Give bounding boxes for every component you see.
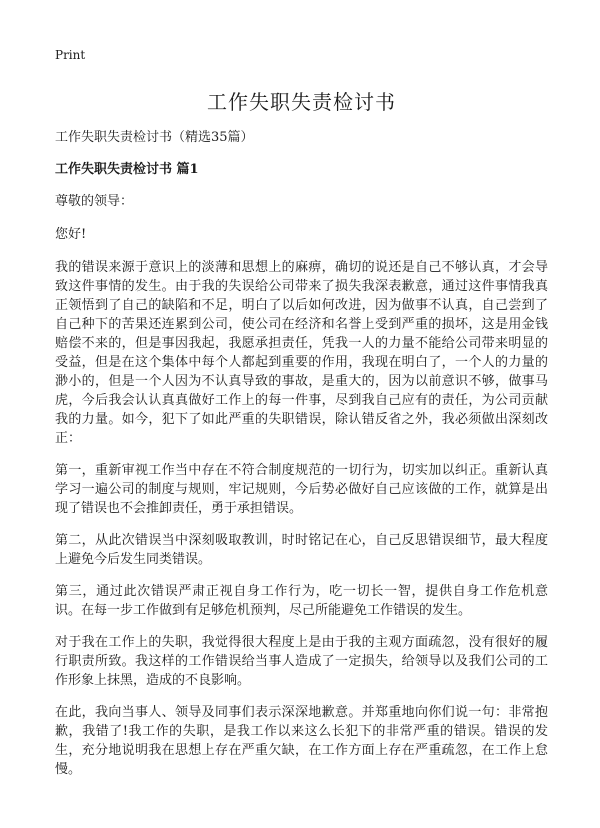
paragraph-2: 第一，重新审视工作当中存在不符合制度规范的一切行为，切实加以纠正。重新认真学习一遍公司的制度与规则，牢记规则，今后势必做好自己应该做的工作，就算是出现了错误也不会推卸责任，勇于承担错误。 <box>55 463 548 516</box>
paragraph-6: 在此，我向当事人、领导及同事们表示深深地歉意。并郑重地向你们说一句：非常抱歉，我错了!我工作的失职，是我工作以来这么长犯下的非常严重的错误。错误的发生，充分地说明我在思想上存在严重欠缺，在工作方面上存在严重疏忽，在工作上怠慢。 <box>55 705 548 777</box>
print-link[interactable]: Print <box>55 48 86 62</box>
paragraph-3: 第二，从此次错误当中深刻吸取教训，时时铭记在心，自己反思错误细节，最大程度上避免今后发生同类错误。 <box>55 533 548 567</box>
section-heading: 工作失职失责检讨书 篇1 <box>55 162 199 177</box>
paragraph-5: 对于我在工作上的失职，我觉得很大程度上是由于我的主观方面疏忽，没有很好的履行职责所致。我这样的工作错误给当事人造成了一定损失，给领导以及我们公司的工作形象上抹黑，造成的不良影响。 <box>55 635 548 688</box>
salutation: 尊敬的领导： <box>55 194 134 209</box>
paragraph-4: 第三，通过此次错误严肃正视自身工作行为，吃一切长一智，提供自身工作危机意识。在每一步工作做到有足够危机预判，尽己所能避免工作错误的发生。 <box>55 584 548 618</box>
document-title: 工作失职失责检讨书 <box>207 90 396 114</box>
greeting: 您好! <box>55 227 87 242</box>
paragraph-1: 我的错误来源于意识上的淡薄和思想上的麻痹，确切的说还是自己不够认真，才会导致这件事情的发生。由于我的失误给公司带来了损失我深表歉意，通过这件事情我真正领悟到了自己的缺陷和不足，明白了以后如何改进，因为做事不认真，自己尝到了自己种下的苦果还连累到公司，使公司在经济和名誉上受到严重的损坏，这是用金钱赔偿不来的，但是事因我起，我愿承担责任，凭我一人的力量不能给公司带来明显的受益，但是在这个集体中每个人都起到重要的作用，我现在明白了，一个人的力量的渺小的，但是一个人因为不认真导致的事故，是重大的，因为以前意识不够，做事马虎，今后我会认认真真做好工作上的每一件事，尽到我自己应有的责任，为公司贡献我的力量。如今，犯下了如此严重的失职错误，除认错反省之外，我必须做出深刻改正： <box>55 260 548 446</box>
document-subtitle: 工作失职失责检讨书（精选35篇） <box>55 130 254 145</box>
